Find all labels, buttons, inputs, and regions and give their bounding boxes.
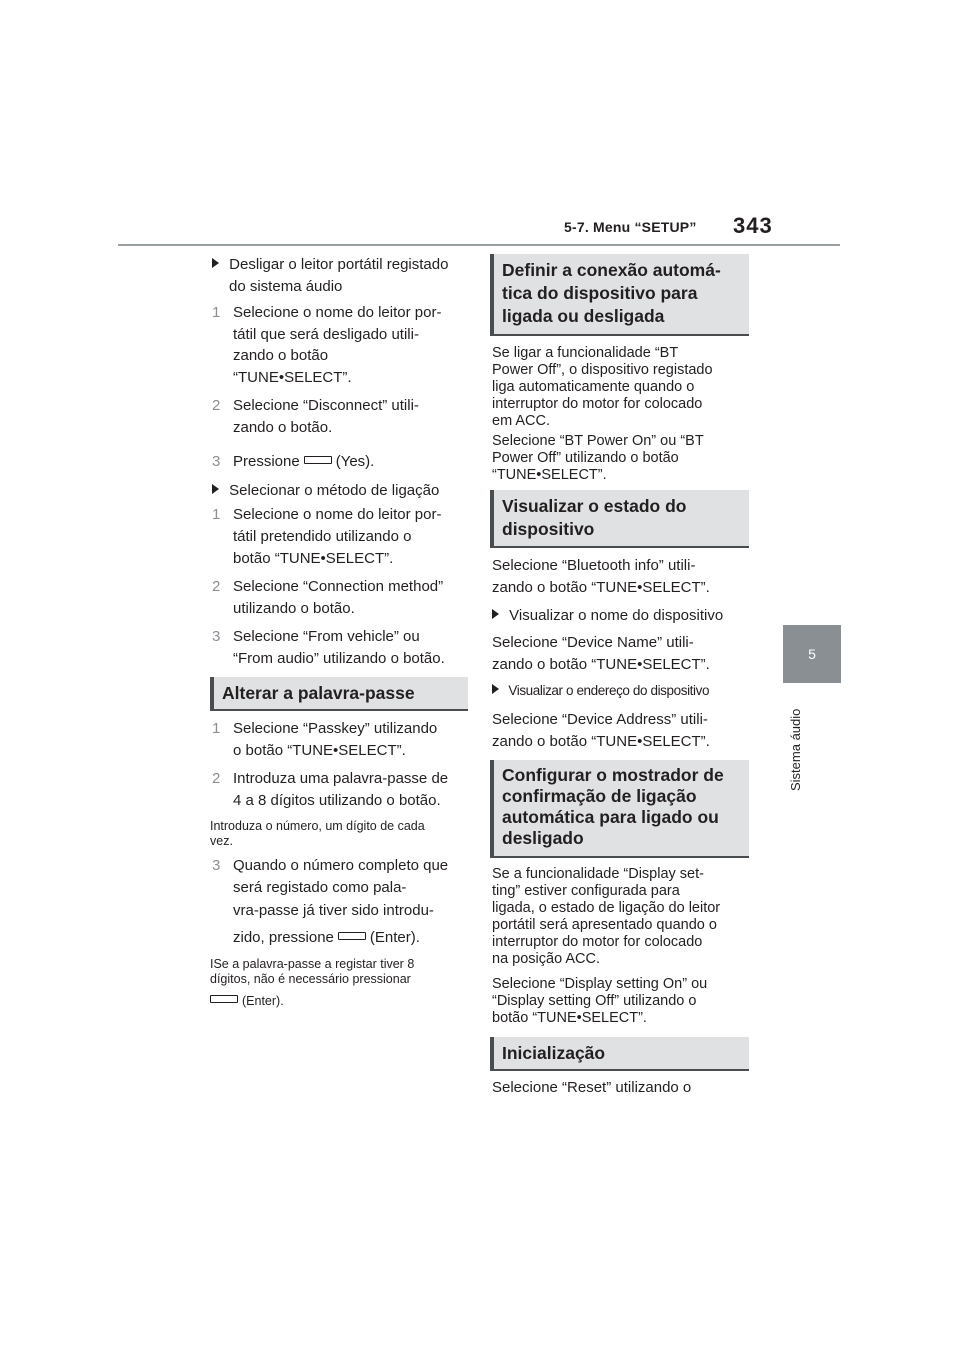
- step-text: utilizando o botão.: [233, 600, 355, 617]
- chapter-tab-label: [786, 693, 806, 793]
- step-text: “TUNE•SELECT”.: [233, 369, 352, 386]
- section-title: 5-7. Menu “SETUP”: [564, 219, 697, 235]
- paragraph: Selecione “BT Power On” ou “BT Power Off” utilizando o botão “TUNE•SELECT”.: [492, 433, 704, 483]
- step-text: zido, pressione (Enter).: [233, 929, 420, 946]
- subsection-device-name: Visualizar o nome do dispositivo: [492, 605, 723, 626]
- section-heading-auto-connect: Definir a conexão automá- tica do dispositivo para ligada ou desligada: [490, 254, 749, 336]
- triangle-bullet-icon: [492, 609, 499, 619]
- step-number: 2: [212, 578, 221, 595]
- page-number: 343: [733, 213, 773, 238]
- paragraph: zando o botão “TUNE•SELECT”.: [492, 656, 710, 673]
- step-text: “From audio” utilizando o botão.: [233, 650, 445, 667]
- button-icon: [304, 456, 332, 464]
- paragraph: Selecione “Display setting On” ou “Display setting Off” utilizando o botão “TUNE•SELECT”.: [492, 976, 708, 1026]
- note-text: Introduza o número, um dígito de cada: [210, 819, 425, 833]
- heading-accent: [490, 490, 494, 548]
- header-rule: [118, 244, 840, 246]
- step-number: 1: [212, 304, 221, 321]
- paragraph: Se a funcionalidade “Display set- ting” estiver configurada para ligada, o estado de ligação do leitor portátil será apresentado quando o interruptor do motor for colocado na posição ACC.: [492, 866, 721, 967]
- step-text: Selecione “Connection method”: [233, 578, 444, 595]
- step-number: 2: [212, 397, 221, 414]
- note-text: ISe a palavra-passe a registar tiver 8: [210, 957, 415, 971]
- heading-accent: [490, 254, 494, 336]
- step-text: será registado como pala-: [233, 879, 407, 896]
- note-text: dígitos, não é necessário pressionar: [210, 972, 411, 986]
- step-text: Selecione “Disconnect” utili-: [233, 397, 419, 414]
- section-heading-status: Visualizar o estado do dispositivo: [490, 490, 749, 548]
- subsection-disconnect-title: Desligar o leitor portátil registado: [212, 254, 448, 275]
- paragraph: Selecione “Device Address” utili-: [492, 711, 708, 728]
- button-icon: [338, 932, 366, 940]
- section-heading-init: Inicialização: [490, 1037, 749, 1071]
- step-text: tátil que será desligado utili-: [233, 326, 419, 343]
- chapter-tab-label-text: Sistema áudio: [788, 708, 803, 791]
- paragraph: Se ligar a funcionalidade “BT Power Off”, o dispositivo registado liga automaticamente quando o interruptor do motor for colocado em ACC.: [492, 345, 713, 429]
- subsection-method-title: Selecionar o método de ligação: [212, 480, 439, 501]
- step-number: 3: [212, 628, 221, 645]
- step-text: botão “TUNE•SELECT”.: [233, 550, 394, 567]
- step-number: 2: [212, 770, 221, 787]
- section-heading-display: Configurar o mostrador de confirmação de ligação automática para ligado ou desligado: [490, 760, 749, 858]
- heading-accent: [490, 760, 494, 858]
- step-text: tátil pretendido utilizando o: [233, 528, 412, 545]
- paragraph: zando o botão “TUNE•SELECT”.: [492, 579, 710, 596]
- section-heading-passkey: Alterar a palavra-passe: [210, 677, 468, 711]
- step-number: 1: [212, 506, 221, 523]
- step-text: o botão “TUNE•SELECT”.: [233, 742, 406, 759]
- step-number: 3: [212, 453, 221, 470]
- paragraph: Selecione “Reset” utilizando o: [492, 1079, 692, 1096]
- step-text: zando o botão.: [233, 419, 333, 436]
- triangle-bullet-icon: [492, 684, 499, 694]
- paragraph: Selecione “Bluetooth info” utili-: [492, 557, 696, 574]
- step-number: 1: [212, 720, 221, 737]
- step-text: Selecione o nome do leitor por-: [233, 506, 442, 523]
- step-text: Introduza uma palavra-passe de: [233, 770, 449, 787]
- step-text: Pressione (Yes).: [233, 453, 375, 470]
- heading-accent: [210, 677, 214, 711]
- step-text: Selecione “Passkey” utilizando: [233, 720, 438, 737]
- chapter-tab: 5: [783, 625, 841, 683]
- triangle-bullet-icon: [212, 484, 219, 494]
- step-text: Selecione “From vehicle” ou: [233, 628, 420, 645]
- step-number: 3: [212, 857, 221, 874]
- subsection-disconnect-title-cont: do sistema áudio: [229, 278, 343, 295]
- paragraph: Selecione “Device Name” utili-: [492, 634, 694, 651]
- subsection-device-address: Visualizar o endereço do dispositivo: [492, 683, 709, 698]
- step-text: zando o botão: [233, 347, 329, 364]
- note-text: vez.: [210, 834, 233, 848]
- step-text: 4 a 8 dígitos utilizando o botão.: [233, 792, 441, 809]
- triangle-bullet-icon: [212, 258, 219, 268]
- paragraph: zando o botão “TUNE•SELECT”.: [492, 733, 710, 750]
- note-text: (Enter).: [210, 994, 284, 1009]
- step-text: Quando o número completo que: [233, 857, 449, 874]
- heading-accent: [490, 1037, 494, 1071]
- button-icon: [210, 995, 238, 1003]
- step-text: vra-passe já tiver sido introdu-: [233, 902, 434, 919]
- step-text: Selecione o nome do leitor por-: [233, 304, 442, 321]
